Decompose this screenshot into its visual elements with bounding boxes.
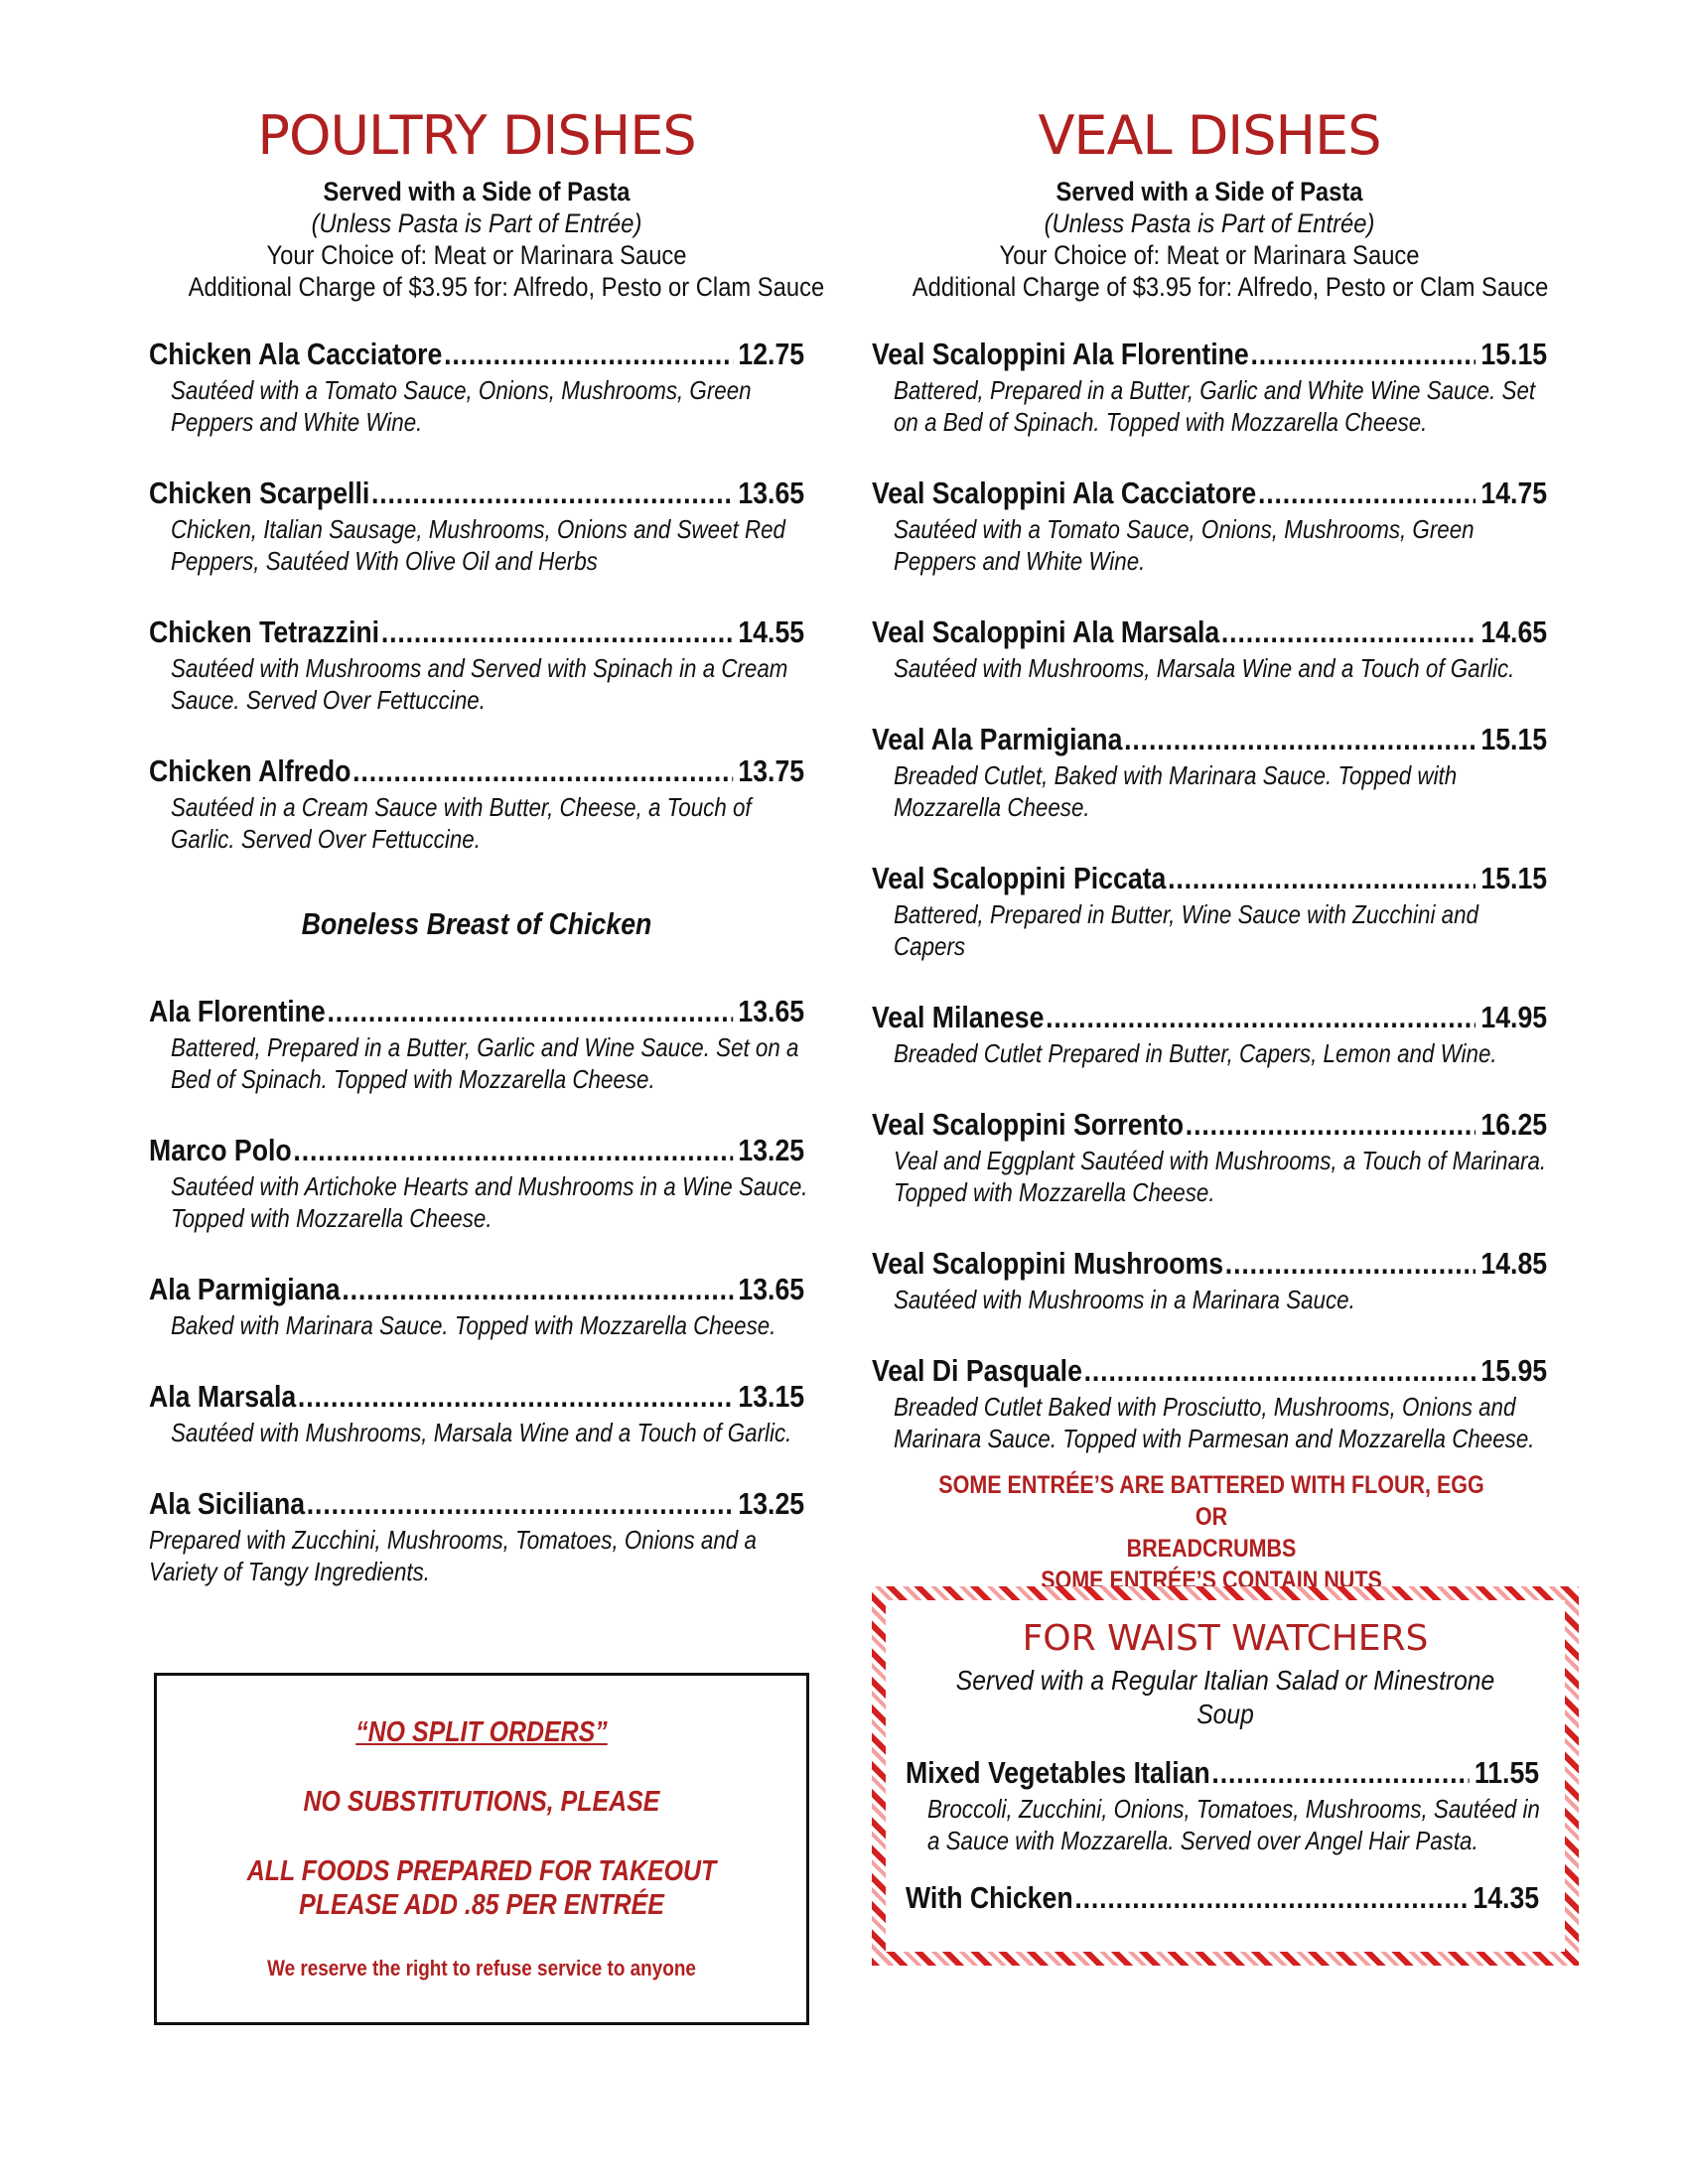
menu-item <box>149 476 804 577</box>
notice-line: SOME ENTRÉE’S CONTAIN NUTS <box>1041 1567 1382 1594</box>
item-name: Ala Siciliana <box>149 1486 306 1521</box>
no-substitutions: NO SUBSTITUTIONS, PLEASE <box>303 1786 660 1818</box>
item-name: Veal Scaloppini Ala Florentine <box>872 337 1249 371</box>
item-description: Battered, Prepared in a Butter, Garlic and White Wine Sauce. Set on a Bed of Spinach. Topped with Mozzarella Cheese. <box>894 375 1536 437</box>
menu-item <box>906 1880 1539 1916</box>
poultry-dish-list <box>149 337 804 855</box>
menu-item <box>872 614 1547 684</box>
item-name: Veal Di Pasquale <box>872 1353 1082 1388</box>
item-price: 13.65 <box>738 1272 805 1306</box>
allergen-notice <box>921 1469 1502 1596</box>
menu-item <box>872 337 1547 438</box>
item-name: Chicken Ala Cacciatore <box>149 337 443 371</box>
item-price: 14.75 <box>1480 476 1548 510</box>
item-price: 13.15 <box>738 1379 805 1414</box>
item-description: Breaded Cutlet Baked with Prosciutto, Mushrooms, Onions and Marinara Sauce. Topped with Parmesan and Mozzarella Cheese. <box>894 1392 1535 1453</box>
menu-item <box>872 722 1547 823</box>
item-description: Sautéed with Mushrooms, Marsala Wine and a Touch of Garlic. <box>894 653 1515 683</box>
veal-heading: VEAL DISHES <box>1038 104 1381 167</box>
menu-item <box>149 1486 804 1587</box>
boneless-breast-heading: Boneless Breast of Chicken <box>301 906 652 941</box>
item-description: Sautéed with Mushrooms, Marsala Wine and a Touch of Garlic. <box>171 1418 792 1447</box>
item-name: Veal Scaloppini Ala Cacciatore <box>872 476 1257 510</box>
veal-extra: Additional Charge of $3.95 for: Alfredo, Pesto or Clam Sauce <box>912 272 1549 302</box>
menu-item <box>872 1246 1547 1315</box>
item-description: Breaded Cutlet, Baked with Marinara Sauce. Topped with Mozzarella Cheese. <box>894 760 1458 822</box>
item-name: Veal Scaloppini Sorrento <box>872 1107 1185 1142</box>
item-description: Battered, Prepared in Butter, Wine Sauce with Zucchini and Capers <box>894 899 1478 961</box>
notice-line: BREADCRUMBS <box>1126 1535 1297 1563</box>
item-description: Sautéed with a Tomato Sauce, Onions, Mushrooms, Green Peppers and White Wine. <box>171 375 752 437</box>
menu-item <box>149 753 804 855</box>
item-price: 15.15 <box>1480 722 1548 756</box>
item-price: 15.15 <box>1480 337 1548 371</box>
item-description: Sautéed with Artichoke Hearts and Mushrooms in a Wine Sauce. Topped with Mozzarella Cheese. <box>171 1171 808 1233</box>
takeout-line-1: ALL FOODS PREPARED FOR TAKEOUT <box>246 1855 717 1887</box>
waist-watchers-heading: FOR WAIST WATCHERS <box>1022 1618 1429 1659</box>
item-name: Veal Scaloppini Mushrooms <box>872 1246 1224 1281</box>
menu-item <box>872 476 1547 577</box>
menu-item <box>872 1107 1547 1208</box>
menu-item <box>149 994 804 1095</box>
item-description: Baked with Marinara Sauce. Topped with Mozzarella Cheese. <box>171 1310 776 1340</box>
item-name: Ala Florentine <box>149 994 326 1028</box>
item-description: Sautéed with Mushrooms and Served with Spinach in a Cream Sauce. Served Over Fettuccine. <box>171 653 788 715</box>
item-description: Broccoli, Zucchini, Onions, Tomatoes, Mushrooms, Sautéed in a Sauce with Mozzarella. Served over Angel Hair Pasta. <box>927 1794 1540 1855</box>
veal-section <box>872 104 1547 1492</box>
item-name: Chicken Tetrazzini <box>149 614 380 649</box>
item-name: Veal Ala Parmigiana <box>872 722 1123 756</box>
no-split-orders: “NO SPLIT ORDERS” <box>355 1716 608 1748</box>
item-price: 16.25 <box>1480 1107 1548 1142</box>
menu-item <box>872 1000 1547 1069</box>
item-name: Veal Milanese <box>872 1000 1045 1034</box>
poultry-choice: Your Choice of: Meat or Marinara Sauce <box>266 240 687 270</box>
item-description: Sautéed in a Cream Sauce with Butter, Cheese, a Touch of Garlic. Served Over Fettuccine. <box>171 792 752 854</box>
menu-item <box>906 1755 1539 1856</box>
veal-dish-list <box>872 337 1547 1454</box>
item-description: Battered, Prepared in a Butter, Garlic and Wine Sauce. Set on a Bed of Spinach. Topped with Mozzarella Cheese. <box>171 1032 799 1094</box>
item-price: 11.55 <box>1474 1755 1540 1790</box>
waist-watchers-sub: Served with a Regular Italian Salad or Minestrone Soup <box>955 1665 1495 1729</box>
menu-item <box>149 614 804 716</box>
refuse-service: We reserve the right to refuse service to anyone <box>267 1956 696 1980</box>
takeout-line-2: PLEASE ADD .85 PER ENTRÉE <box>299 1889 664 1921</box>
waist-watchers-box <box>872 1586 1579 1966</box>
item-name: Chicken Alfredo <box>149 753 352 788</box>
item-price: 14.55 <box>738 614 805 649</box>
item-price: 13.25 <box>738 1486 805 1521</box>
item-name: Ala Marsala <box>149 1379 297 1414</box>
item-price: 14.35 <box>1473 1880 1540 1915</box>
item-price: 14.65 <box>1480 614 1548 649</box>
veal-unless: (Unless Pasta is Part of Entrée) <box>1044 208 1375 238</box>
poultry-served: Served with a Side of Pasta <box>323 177 631 206</box>
policy-box <box>154 1673 809 2025</box>
item-price: 12.75 <box>738 337 805 371</box>
menu-item <box>872 1353 1547 1454</box>
item-description: Prepared with Zucchini, Mushrooms, Tomatoes, Onions and a Variety of Tangy Ingredients. <box>149 1525 757 1586</box>
item-price: 13.65 <box>738 994 805 1028</box>
notice-line: SOME ENTRÉE’S ARE BATTERED WITH FLOUR, EGG OR <box>938 1471 1484 1531</box>
item-name: With Chicken <box>906 1880 1073 1915</box>
item-price: 14.85 <box>1480 1246 1548 1281</box>
veal-served: Served with a Side of Pasta <box>1055 177 1363 206</box>
item-name: Ala Parmigiana <box>149 1272 341 1306</box>
poultry-section <box>149 104 825 1625</box>
item-price: 15.95 <box>1480 1353 1548 1388</box>
item-price: 14.95 <box>1480 1000 1548 1034</box>
menu-item <box>149 1272 804 1341</box>
item-price: 13.25 <box>738 1133 805 1167</box>
menu-item <box>149 1379 804 1448</box>
menu-item <box>872 861 1547 962</box>
item-name: Chicken Scarpelli <box>149 476 370 510</box>
item-description: Chicken, Italian Sausage, Mushrooms, Onions and Sweet Red Peppers, Sautéed With Olive Oil and Herbs <box>171 514 785 576</box>
boneless-dish-list <box>149 994 808 1587</box>
item-name: Veal Scaloppini Piccata <box>872 861 1167 895</box>
item-price: 15.15 <box>1480 861 1548 895</box>
veal-choice: Your Choice of: Meat or Marinara Sauce <box>999 240 1420 270</box>
item-description: Sautéed with Mushrooms in a Marinara Sauce. <box>894 1285 1355 1314</box>
item-description: Breaded Cutlet Prepared in Butter, Capers, Lemon and Wine. <box>894 1038 1497 1068</box>
item-price: 13.65 <box>738 476 805 510</box>
item-name: Mixed Vegetables Italian <box>906 1755 1210 1790</box>
item-description: Sautéed with a Tomato Sauce, Onions, Mushrooms, Green Peppers and White Wine. <box>894 514 1475 576</box>
poultry-extra: Additional Charge of $3.95 for: Alfredo, Pesto or Clam Sauce <box>188 272 825 302</box>
item-description: Veal and Eggplant Sautéed with Mushrooms, a Touch of Marinara. Topped with Mozzarella Cheese. <box>894 1146 1547 1207</box>
item-name: Marco Polo <box>149 1133 292 1167</box>
menu-item <box>149 1133 808 1234</box>
item-price: 13.75 <box>738 753 805 788</box>
item-name: Veal Scaloppini Ala Marsala <box>872 614 1220 649</box>
poultry-unless: (Unless Pasta is Part of Entrée) <box>311 208 642 238</box>
menu-item <box>149 337 804 438</box>
poultry-heading: POULTRY DISHES <box>257 104 696 167</box>
